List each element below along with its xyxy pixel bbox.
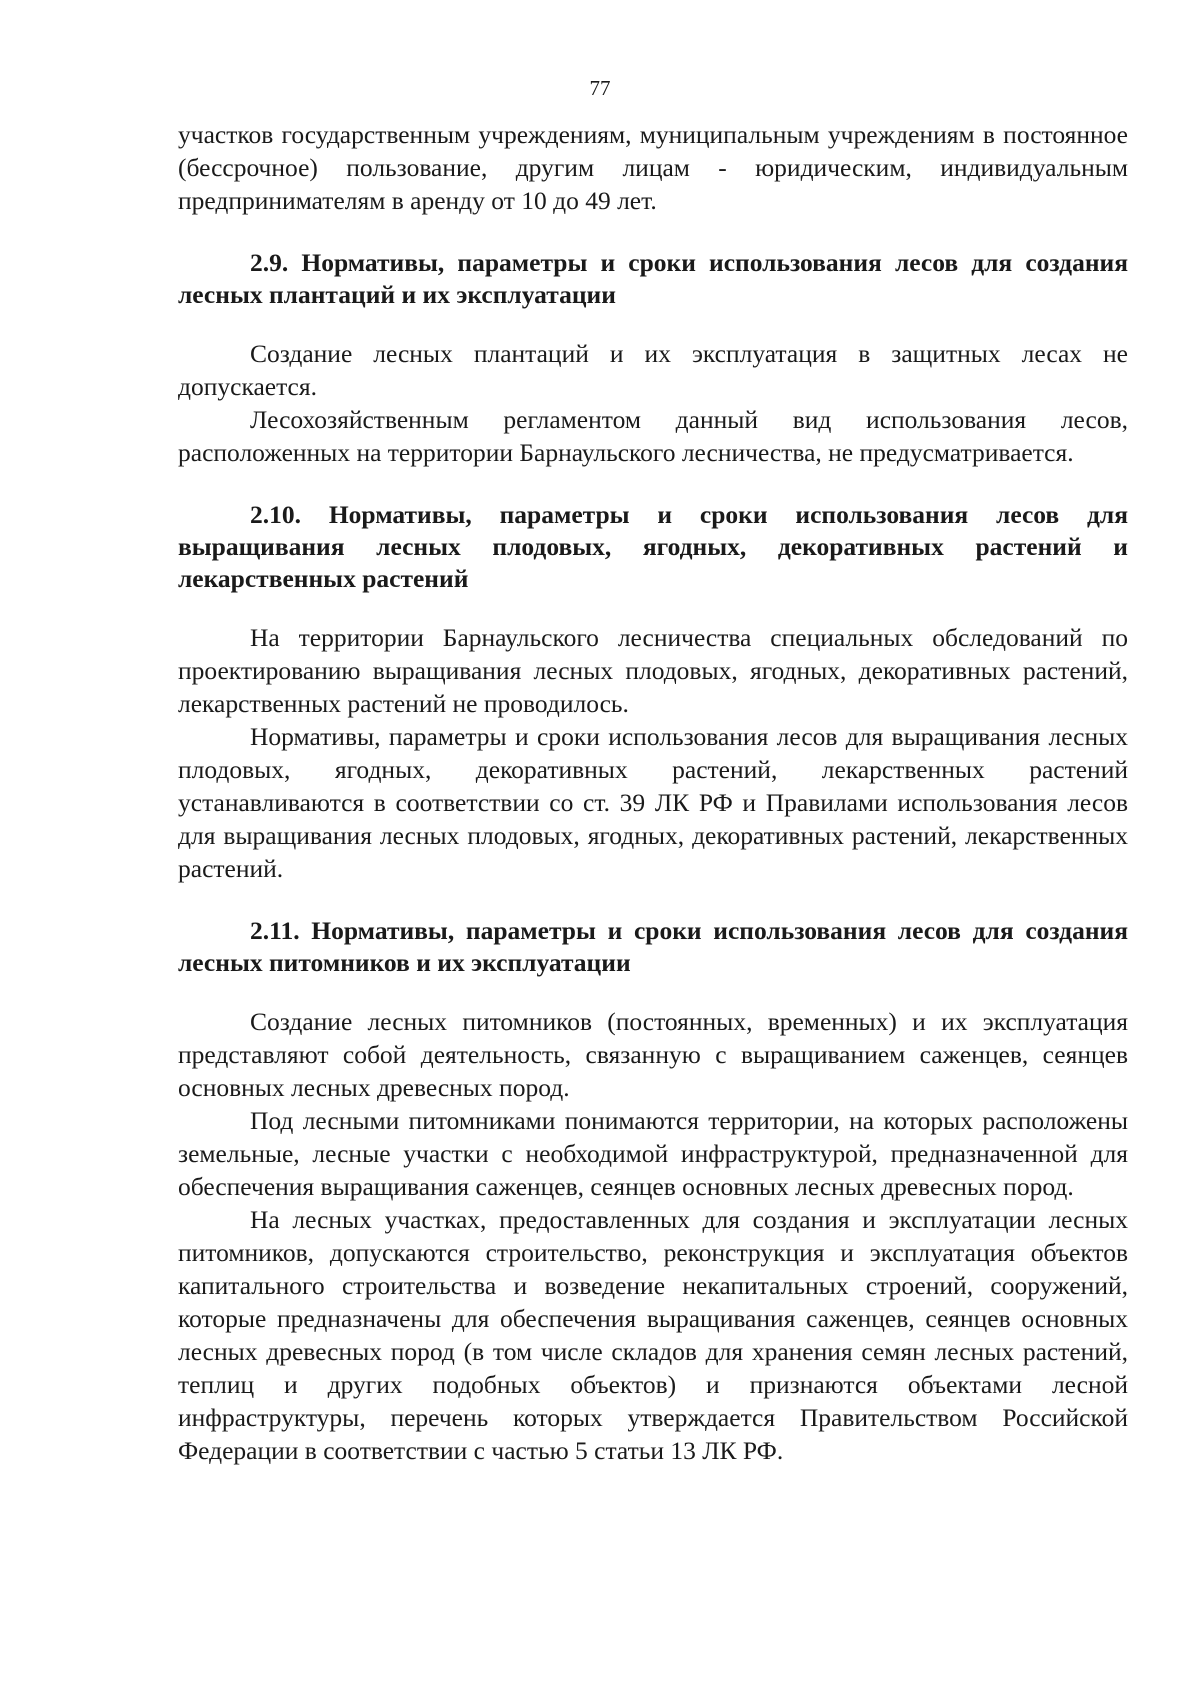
section-2-9-paragraph-2: Лесохозяйственным регламентом данный вид использования лесов, расположенных на территории Барнаульского лесничества, не предусматривается.	[178, 405, 1128, 467]
section-2-10	[178, 499, 1128, 885]
section-2-10-paragraph-2: Нормативы, параметры и сроки использования лесов для выращивания лесных плодовых, ягодных, декоративных растений, лекарственных растений устанавливаются в соответствии со ст. 39 ЛК РФ и Правилами использования лесов для выращивания лесных плодовых, ягодных, декоративных растений, лекарственных растений.	[178, 722, 1128, 883]
document-body	[178, 118, 1128, 1467]
section-2-11-paragraph-2: Под лесными питомниками понимаются территории, на которых расположены земельные, лесные участки с необходимой инфраструктурой, предназначенной для обеспечения выращивания саженцев, сеянцев основных лесных древесных пород.	[178, 1106, 1128, 1201]
section-2-9	[178, 247, 1128, 469]
section-2-10-paragraph-1: На территории Барнаульского лесничества специальных обследований по проектированию выращивания лесных плодовых, ягодных, декоративных растений, лекарственных растений не проводилось.	[178, 623, 1128, 718]
section-2-9-paragraph-1: Создание лесных плантаций и их эксплуатация в защитных лесах не допускается.	[178, 339, 1128, 401]
section-2-11	[178, 915, 1128, 1467]
section-heading-2-9: 2.9. Нормативы, параметры и сроки использования лесов для создания лесных плантаций и их эксплуатации	[178, 248, 1128, 309]
section-heading-2-10: 2.10. Нормативы, параметры и сроки использования лесов для выращивания лесных плодовых, ягодных, декоративных растений и лекарственных растений	[178, 500, 1128, 593]
intro-paragraph: участков государственным учреждениям, муниципальным учреждениям в постоянное (бессрочное) пользование, другим лицам - юридическим, индивидуальным предпринимателям в аренду от 10 до 49 лет.	[178, 120, 1128, 215]
page-number: 77	[589, 76, 611, 100]
section-2-11-paragraph-3: На лесных участках, предоставленных для создания и эксплуатации лесных питомников, допускаются строительство, реконструкция и эксплуатация объектов капитального строительства и возведение некапитальных строений, сооружений, которые предназначены для обеспечения выращивания саженцев, сеянцев основных лесных древесных пород (в том числе складов для хранения семян лесных растений, теплиц и других подобных объектов) и признаются объектами лесной инфраструктуры, перечень которых утверждается Правительством Российской Федерации в соответствии с частью 5 статьи 13 ЛК РФ.	[178, 1205, 1128, 1465]
section-2-11-paragraph-1: Создание лесных питомников (постоянных, временных) и их эксплуатация представляют собой деятельность, связанную с выращиванием саженцев, сеянцев основных лесных древесных пород.	[178, 1007, 1128, 1102]
section-heading-2-11: 2.11. Нормативы, параметры и сроки использования лесов для создания лесных питомников и их эксплуатации	[178, 916, 1128, 977]
